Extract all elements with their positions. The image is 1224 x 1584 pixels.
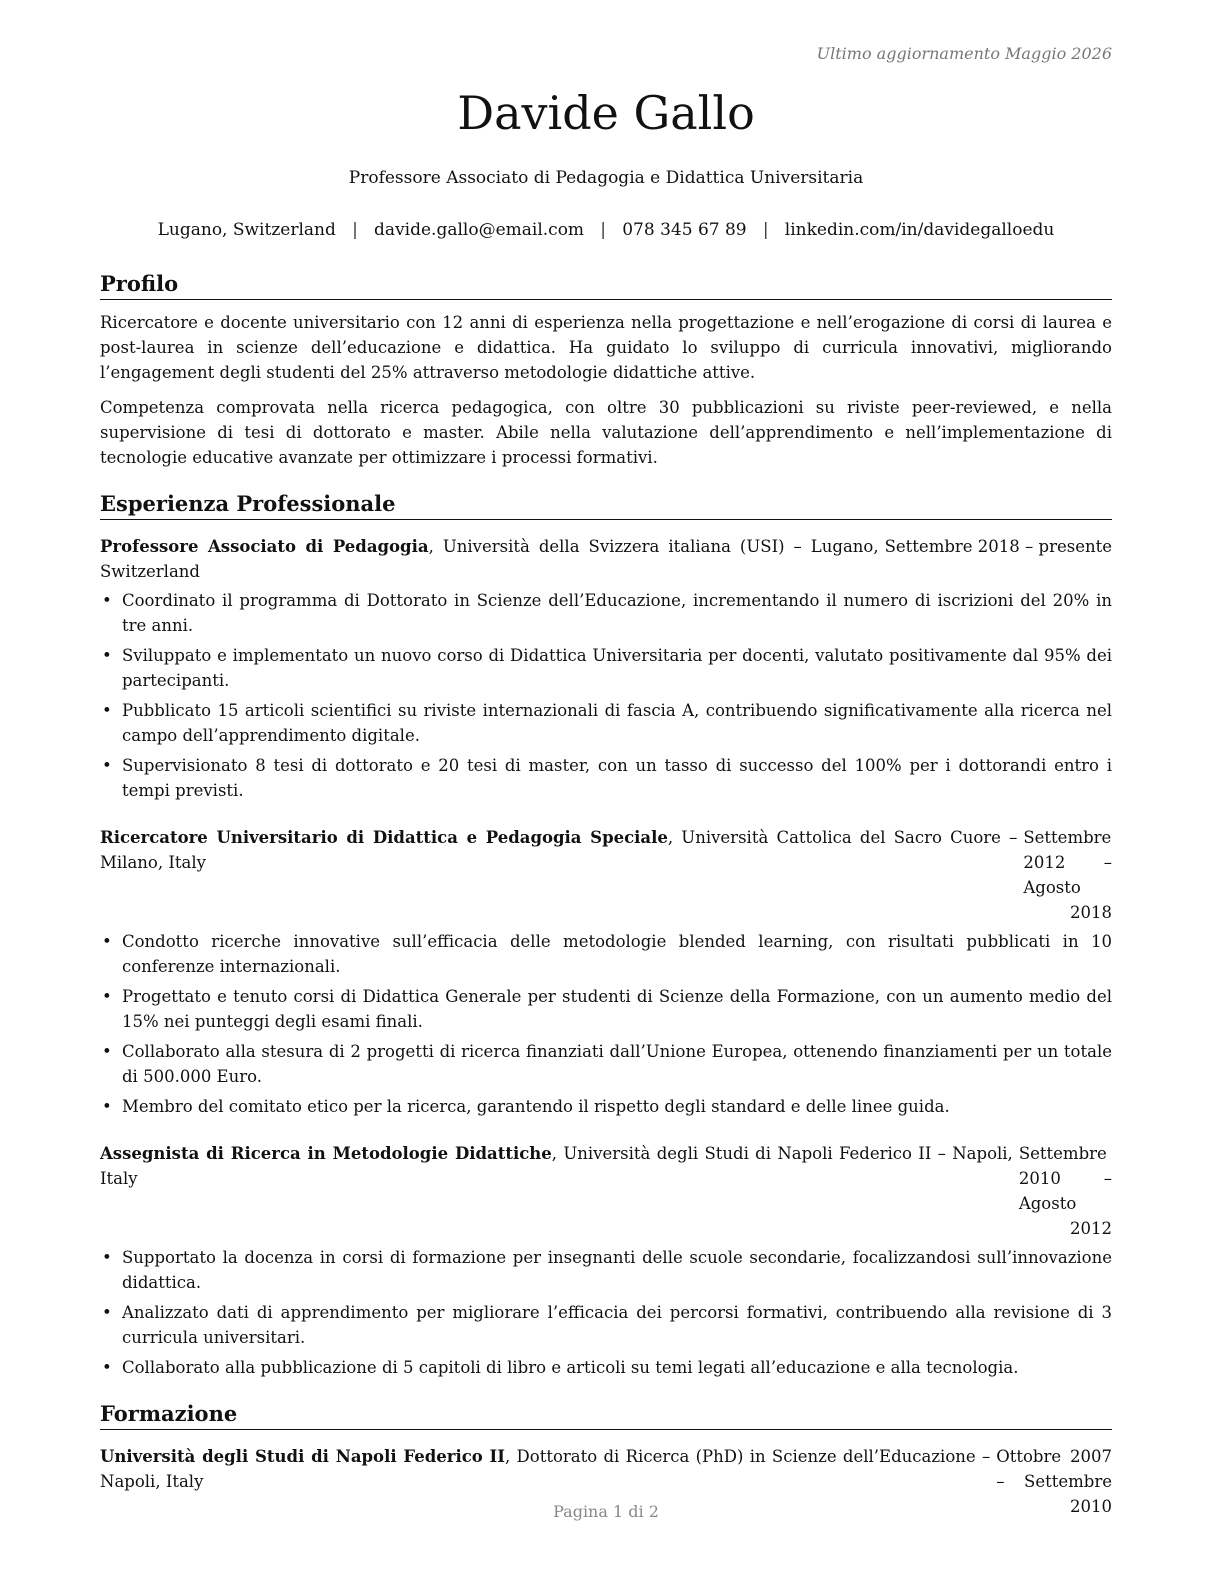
resume-content [100, 270, 1112, 1519]
entry-org: , Università della Svizzera italiana (USI) – Lugano, Switzerland [100, 537, 879, 581]
page-number: Pagina 1 di 2 [553, 1502, 659, 1521]
list-item: • Membro del comitato etico per la ricerca, garantendo il rispetto degli standard e delle linee guida. [100, 1094, 1112, 1119]
last-updated: Ultimo aggiornamento Maggio 2026 [816, 44, 1112, 63]
experience-entry [100, 825, 1112, 1119]
list-item: • Collaborato alla stesura di 2 progetti di ricerca finanziati dall’Unione Europea, ottenendo finanziamenti per un totale di 500.000 Euro. [100, 1039, 1112, 1089]
contact-location: Lugano, Switzerland [157, 220, 336, 240]
entry-role: Assegnista di Ricerca in Metodologie Didattiche [100, 1144, 552, 1163]
separator: | [762, 220, 769, 240]
entry-org: , Università degli Studi di Napoli Federico II – Napoli, Italy [100, 1144, 1013, 1188]
person-name: Davide Gallo [457, 86, 755, 140]
section-title-profile: Profilo [100, 270, 1112, 300]
separator: | [352, 220, 358, 240]
list-item: • Sviluppato e implementato un nuovo corso di Didattica Universitaria per docenti, valutato positivamente dal 95% dei partecipanti. [100, 643, 1112, 693]
list-item: • Coordinato il programma di Dottorato in Scienze dell’Educazione, incrementando il numero di iscrizioni del 20% in tre anni. [100, 588, 1112, 638]
entry-dates: Settembre 2010 – Agosto 2012 [1018, 1144, 1112, 1238]
entry-dates: Ottobre 2007 – Settembre 2010 [996, 1447, 1112, 1516]
bullet-list [100, 929, 1112, 1119]
contact-email[interactable]: davide.gallo@email.com [374, 220, 585, 240]
experience-entry [100, 534, 1112, 803]
entry-dates: Settembre 2012 – Agosto 2018 [1023, 828, 1112, 922]
entry-degree: , Dottorato di Ricerca (PhD) in Scienze dell’Educazione – Napoli, Italy [100, 1447, 991, 1491]
entry-org: , Università Cattolica del Sacro Cuore – Milano, Italy [100, 828, 1018, 872]
list-item: • Analizzato dati di apprendimento per migliorare l’efficacia dei percorsi formativi, contribuendo alla revisione di 3 curricula universitari. [100, 1300, 1112, 1350]
list-item: • Pubblicato 15 articoli scientifici su riviste internazionali di fascia A, contribuendo significativamente alla ricerca nel campo dell’apprendimento digitale. [100, 698, 1112, 748]
profile-paragraph: Competenza comprovata nella ricerca pedagogica, con oltre 30 pubblicazioni su riviste peer-reviewed, e nella supervisione di tesi di dottorato e master. Abile nella valutazione dell’apprendimento e nell’implementazione di tecnologie educative avanzate per ottimizzare i processi formativi. [100, 398, 1112, 467]
entry-main [100, 534, 879, 584]
list-item: • Condotto ricerche innovative sull’efficacia delle metodologie blended learning, con risultati pubblicati in 10 conferenze internazionali. [100, 929, 1112, 979]
entry-header [100, 534, 1112, 584]
contact-phone: 078 345 67 89 [622, 220, 747, 240]
job-title: Professore Associato di Pedagogia e Didattica Universitaria [348, 168, 864, 188]
experience-entry [100, 1141, 1112, 1380]
entry-dates: Settembre 2018 – presente [884, 537, 1112, 556]
entry-header [100, 825, 1112, 925]
entry-header [100, 1141, 1112, 1241]
contact-linkedin[interactable]: linkedin.com/in/davidegalloedu [784, 220, 1055, 240]
contact-line [0, 220, 1212, 240]
entry-main [100, 1141, 1013, 1241]
section-title-experience: Esperienza Professionale [100, 490, 1112, 520]
bullet-list [100, 588, 1112, 803]
profile-paragraph: Ricercatore e docente universitario con 12 anni di esperienza nella progettazione e nell’erogazione di corsi di laurea e post-laurea in scienze dell’educazione e didattica. Ha guidato lo sviluppo di curricula innovativi, migliorando l’engagement degli studenti del 25% attraverso metodologie didattiche attive. [100, 313, 1112, 382]
entry-school: Università degli Studi di Napoli Federico II [100, 1447, 505, 1466]
list-item: • Progettato e tenuto corsi di Didattica Generale per studenti di Scienze della Formazione, con un aumento medio del 15% nei punteggi degli esami finali. [100, 984, 1112, 1034]
separator: | [600, 220, 607, 240]
list-item: • Supportato la docenza in corsi di formazione per insegnanti delle scuole secondarie, focalizzandosi sull’innovazione didattica. [100, 1245, 1112, 1295]
list-item: • Supervisionato 8 tesi di dottorato e 20 tesi di master, con un tasso di successo del 100% per i dottorandi entro i tempi previsti. [100, 753, 1112, 803]
entry-role: Ricercatore Universitario di Didattica e Pedagogia Speciale [100, 828, 668, 847]
entry-main [100, 825, 1017, 925]
bullet-list [100, 1245, 1112, 1380]
entry-role: Professore Associato di Pedagogia [100, 537, 429, 556]
list-item: • Collaborato alla pubblicazione di 5 capitoli di libro e articoli su temi legati all’educazione e alla tecnologia. [100, 1355, 1112, 1380]
section-title-education: Formazione [100, 1400, 1112, 1430]
